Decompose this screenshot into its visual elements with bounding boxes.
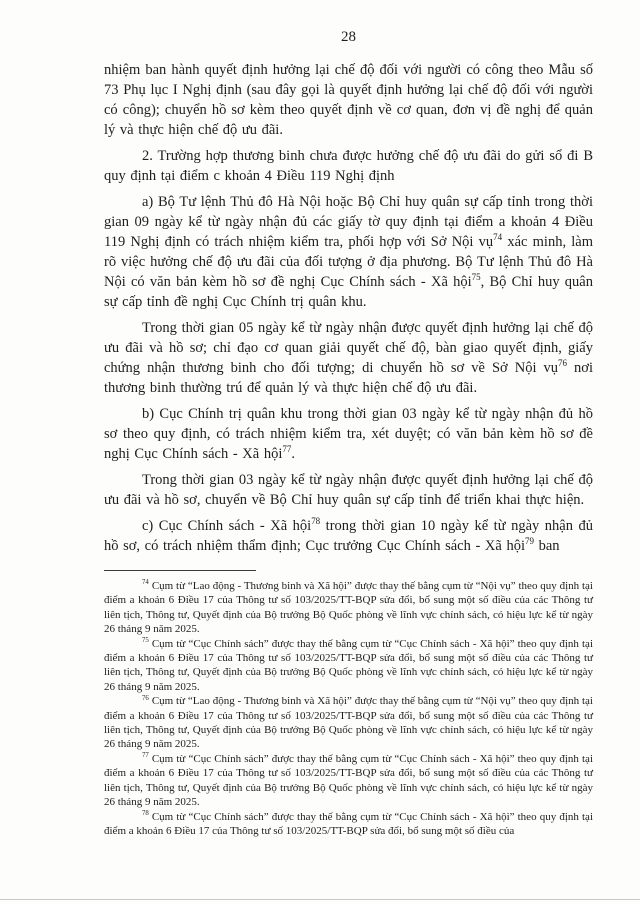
paragraph-point-a [104, 192, 593, 312]
paragraph-text: , Bộ Chỉ huy quân sự cấp tỉnh đề nghị Cục Chính trị quân khu. [104, 274, 593, 310]
footnote-text: Cụm từ “Cục Chính sách” được thay thế bằng cụm từ “Cục Chính sách - Xã hội” theo quy định tại điểm a khoản 6 Điều 17 của Thông tư số 103/2025/TT-BQP sửa đổi, bổ sung một số điều của [104, 810, 593, 837]
paragraph-continuation [104, 60, 593, 140]
page-number: 28 [341, 29, 356, 45]
footnote-ref-76: 76 [558, 358, 567, 369]
footnote-divider [104, 570, 256, 571]
footnote-marker: 74 [142, 579, 149, 587]
footnote-ref-74: 74 [493, 232, 503, 243]
footnote-75 [104, 637, 593, 695]
footnote-76 [104, 694, 593, 752]
paragraph-text: a) Bộ Tư lệnh Thủ đô Hà Nội hoặc Bộ Chỉ huy quân sự cấp tỉnh trong thời gian 09 ngày kể từ ngày nhận đủ các giấy tờ quy định tại điểm a khoản 4 Điều 119 Nghị định có trách nhiệm kiểm tra, phối hợp với Sở Nội vụ [104, 194, 593, 250]
paragraph-text: nhiệm ban hành quyết định hưởng lại chế độ đối với người có công theo Mẫu số 73 Phụ lục I Nghị định (sau đây gọi là quyết định hưởng lại chế độ đối với người có công); chuyển hồ sơ kèm theo quyết định về cơ quan, đơn vị đề nghị để quản lý và thực hiện chế độ ưu đãi. [104, 62, 593, 138]
paragraph-text: c) Cục Chính sách - Xã hội [142, 518, 312, 534]
scan-artifact-line [0, 899, 640, 900]
footnote-marker: 78 [142, 809, 149, 817]
paragraph-text: b) Cục Chính trị quân khu trong thời gian 03 ngày kể từ ngày nhận đủ hồ sơ theo quy định, có trách nhiệm kiểm tra, xét duyệt; có văn bản kèm hồ sơ đề nghị Cục Chính sách - Xã hội [104, 406, 593, 462]
footnote-text: Cụm từ “Lao động - Thương binh và Xã hội” được thay thế bằng cụm từ “Nội vụ” theo quy định tại điểm a khoản 6 Điều 17 của Thông tư số 103/2025/TT-BQP sửa đổi, bổ sung một số điều của các Thông tư liên tịch, Thông tư, Quyết định của Bộ trưởng Bộ Quốc phòng về lĩnh vực chính sách, có hiệu lực kể từ ngày 26 tháng 9 năm 2025. [104, 580, 593, 636]
footnote-ref-77: 77 [282, 444, 292, 455]
footnote-ref-79: 79 [524, 536, 534, 547]
paragraph-item-2 [104, 146, 593, 186]
paragraph-text: trong thời gian 10 ngày kể từ ngày nhận đủ hồ sơ, có trách nhiệm thẩm định; Cục trưởng Cục Chính sách - Xã hội [104, 518, 593, 554]
footnote-77 [104, 752, 593, 810]
paragraph-text: ban [533, 538, 560, 554]
footnote-ref-75: 75 [471, 272, 481, 283]
footnote-marker: 76 [142, 694, 149, 702]
page-content [104, 28, 593, 838]
paragraph-point-c [104, 516, 593, 556]
paragraph-point-a-cont [104, 318, 593, 398]
footnote-text: Cụm từ “Lao động - Thương binh và Xã hội” được thay thế bằng cụm từ “Nội vụ” theo quy định tại điểm a khoản 6 Điều 17 của Thông tư số 103/2025/TT-BQP sửa đổi, bổ sung một số điều của các Thông tư liên tịch, Thông tư, Quyết định của Bộ trưởng Bộ Quốc phòng về lĩnh vực chính sách, có hiệu lực kể từ ngày 26 tháng 9 năm 2025. [104, 695, 593, 751]
paragraph-text: Trong thời gian 05 ngày kể từ ngày nhận được quyết định hưởng lại chế độ ưu đãi và hồ sơ; chỉ đạo cơ quan giải quyết chế độ, bàn giao quyết định, giấy chứng nhận thương binh cho đối tượng; di chuyển hồ sơ về Sở Nội vụ [104, 320, 593, 376]
footnote-marker: 77 [142, 752, 149, 760]
document-body [104, 60, 593, 556]
paragraph-text: xác minh, làm rõ việc hưởng chế độ ưu đãi của đối tượng ở địa phương. Bộ Tư lệnh Thủ đô Hà Nội có văn bản kèm hồ sơ đề nghị Cục Chính sách - Xã hội [104, 234, 594, 290]
footnotes-section [104, 579, 593, 838]
paragraph-point-b [104, 404, 593, 464]
footnote-marker: 75 [142, 636, 149, 644]
footnote-78 [104, 810, 593, 839]
footnote-text: Cụm từ “Cục Chính sách” được thay thế bằng cụm từ “Cục Chính sách - Xã hội” theo quy định tại điểm a khoản 6 Điều 17 của Thông tư số 103/2025/TT-BQP sửa đổi, bổ sung một số điều của các Thông tư liên tịch, Thông tư, Quyết định của Bộ trưởng Bộ Quốc phòng về lĩnh vực chính sách, có hiệu lực kể từ ngày 26 tháng 9 năm 2025. [104, 637, 593, 693]
paragraph-text: nơi thương binh thường trú để quản lý và thực hiện chế độ ưu đãi. [104, 360, 593, 396]
footnote-text: Cụm từ “Cục Chính sách” được thay thế bằng cụm từ “Cục Chính sách - Xã hội” theo quy định tại điểm a khoản 6 Điều 17 của Thông tư số 103/2025/TT-BQP sửa đổi, bổ sung một số điều của các Thông tư liên tịch, Thông tư, Quyết định của Bộ trưởng Bộ Quốc phòng về lĩnh vực chính sách, có hiệu lực kể từ ngày 26 tháng 9 năm 2025. [104, 752, 593, 809]
footnote-ref-78: 78 [311, 516, 321, 527]
paragraph-text: . [291, 446, 295, 462]
paragraph-point-b-cont [104, 470, 593, 510]
paragraph-text: 2. Trường hợp thương binh chưa được hưởng chế độ ưu đãi do gửi sổ đi B quy định tại điểm c khoản 4 Điều 119 Nghị định [104, 148, 593, 184]
paragraph-text: Trong thời gian 03 ngày kể từ ngày nhận được quyết định hưởng lại chế độ ưu đãi và hồ sơ, chuyển về Bộ Chỉ huy quân sự cấp tỉnh để triển khai thực hiện. [104, 472, 593, 508]
footnote-74 [104, 579, 593, 637]
